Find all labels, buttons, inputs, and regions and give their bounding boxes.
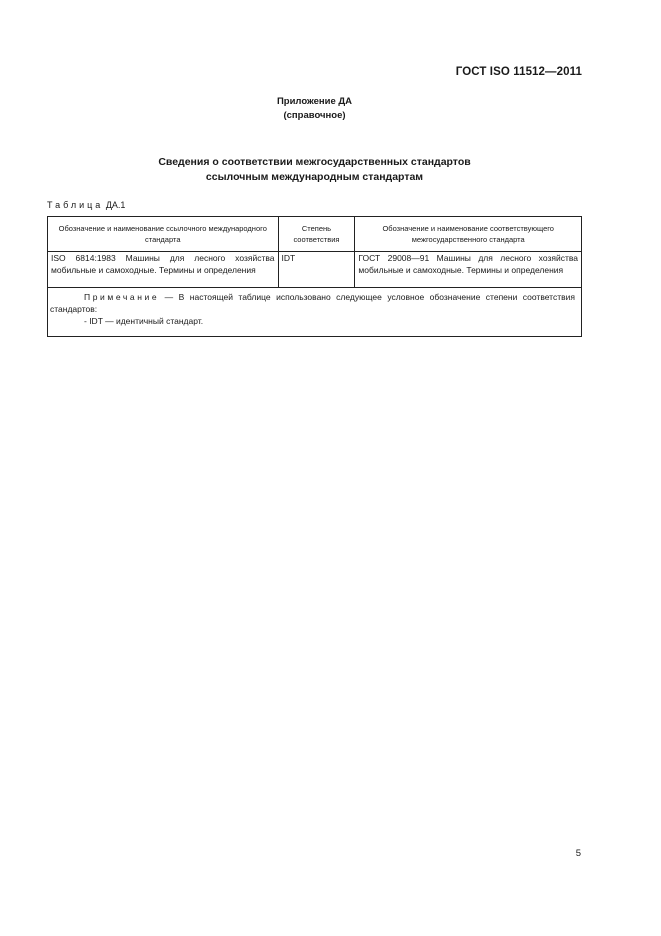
page-number: 5 <box>575 848 581 859</box>
note-text <box>50 292 575 315</box>
note-list-item: - IDT — идентичный стандарт. <box>84 316 204 326</box>
table-caption-id: ДА.1 <box>105 200 126 210</box>
table-caption <box>47 200 125 210</box>
table-row <box>48 252 582 288</box>
section-title-line-2: ссылочным международным стандартам <box>205 171 424 183</box>
section-title-line-1: Сведения о соответствии межгосударственных стандартов <box>158 156 471 168</box>
document-code: ГОСТ ISO 11512—2011 <box>455 66 582 78</box>
header-degree-of-correspondence: Степень соответствия <box>278 217 355 252</box>
appendix-title: Приложение ДА <box>276 96 353 107</box>
table-note <box>48 288 582 337</box>
cell-degree: IDT <box>278 252 355 288</box>
note-body: — В настоящей таблице использовано следующее условное обозначение степени соответствия стандартов: <box>50 292 575 314</box>
correspondence-table <box>47 216 582 337</box>
appendix-heading <box>0 95 629 123</box>
table-header-row <box>48 217 582 252</box>
cell-interstate-standard: ГОСТ 29008—91 Машины для лесного хозяйства мобильные и самоходные. Термины и определения <box>355 252 582 288</box>
table-note-row <box>48 288 582 337</box>
table-caption-lead: Таблица <box>47 200 104 210</box>
header-interstate-standard: Обозначение и наименование соответствующего межгосударственного стандарта <box>355 217 582 252</box>
section-title <box>0 155 629 185</box>
appendix-subtitle: (справочное) <box>283 110 346 121</box>
header-international-standard: Обозначение и наименование ссылочного международного стандарта <box>48 217 279 252</box>
note-lead: Примечание <box>84 292 160 302</box>
cell-international-standard: ISO 6814:1983 Машины для лесного хозяйства мобильные и самоходные. Термины и определения <box>48 252 279 288</box>
